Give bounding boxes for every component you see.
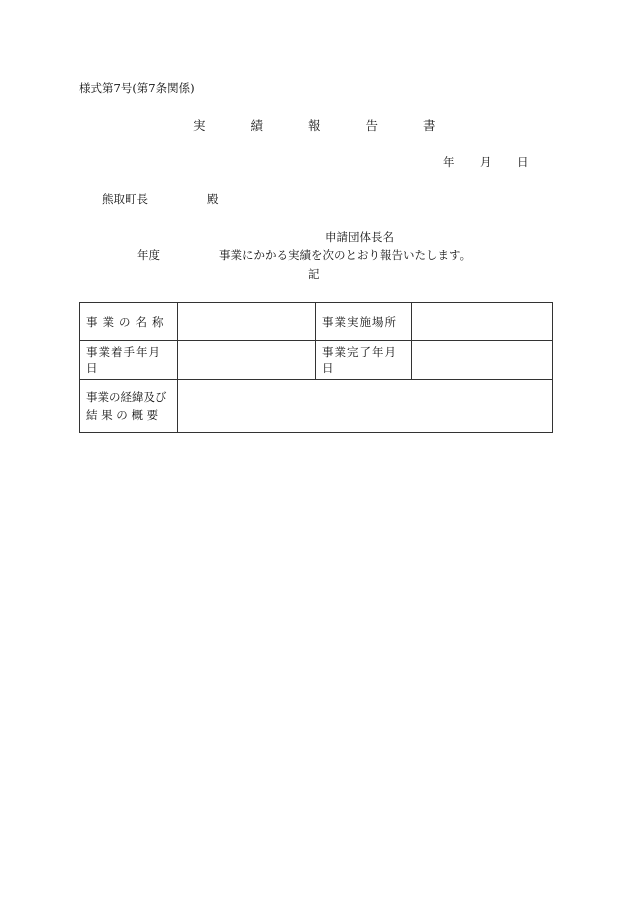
- date-month: 月: [480, 155, 492, 169]
- form-number: 様式第7号(第7条関係): [79, 81, 195, 95]
- project-name-field[interactable]: [178, 303, 316, 341]
- document-title: [193, 120, 481, 133]
- project-name-label: 事業の名称: [80, 303, 178, 341]
- date-day: 日: [517, 155, 529, 169]
- title-char: 告: [365, 118, 379, 133]
- fiscal-year-label: 年度: [137, 248, 160, 262]
- summary-label: [80, 380, 178, 433]
- recipient-honorific: 殿: [207, 192, 219, 206]
- ki-marker: 記: [308, 267, 320, 281]
- table-row: [80, 341, 553, 380]
- applicant-label: 申請団体長名: [325, 230, 394, 244]
- recipient-name: 熊取町長: [102, 192, 148, 206]
- table-row: [80, 380, 553, 433]
- summary-field[interactable]: [178, 380, 553, 433]
- end-date-field[interactable]: [412, 341, 553, 380]
- start-date-field[interactable]: [178, 341, 316, 380]
- report-table: [79, 302, 553, 433]
- summary-label-line2: 結 果 の 概 要: [86, 408, 159, 422]
- end-date-label: 事業完了年月日: [316, 341, 412, 380]
- title-char: 報: [308, 118, 321, 133]
- location-label: 事業実施場所: [316, 303, 412, 341]
- report-statement: 事業にかかる実績を次のとおり報告いたします。: [219, 248, 472, 262]
- date-year: 年: [443, 155, 455, 169]
- title-char: 実: [193, 118, 206, 133]
- location-field[interactable]: [412, 303, 553, 341]
- summary-label-line1: 事業の経緯及び: [86, 390, 167, 404]
- table-row: [80, 303, 553, 341]
- title-char: 書: [423, 118, 436, 133]
- date-line: [443, 157, 554, 169]
- start-date-label: 事業着手年月日: [80, 341, 178, 380]
- title-char: 績: [250, 118, 264, 133]
